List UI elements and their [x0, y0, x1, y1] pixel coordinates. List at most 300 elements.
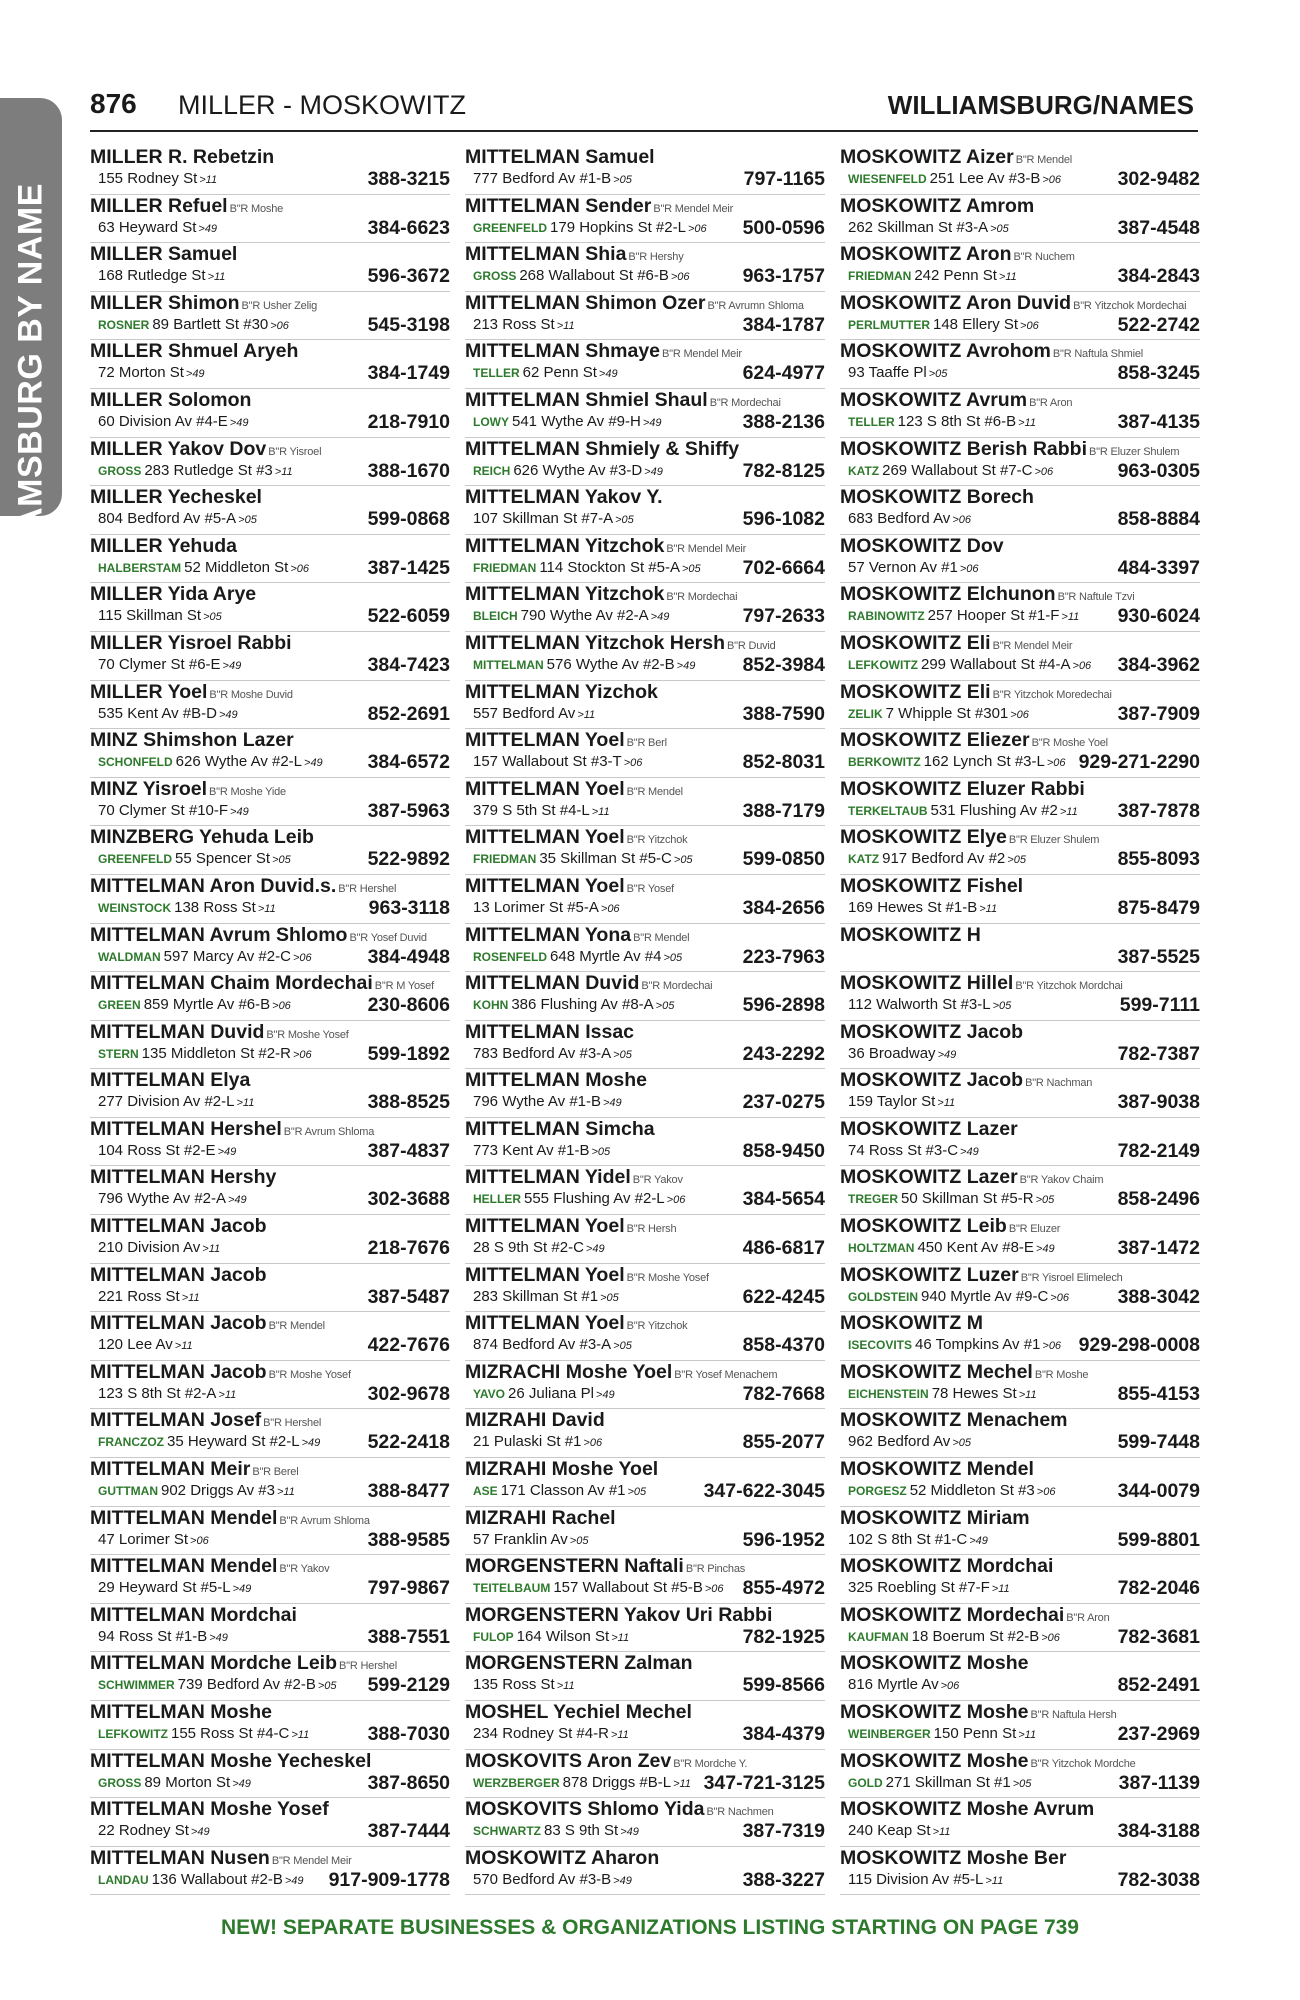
entry-address: 648 Myrtle Av #4 — [550, 947, 662, 965]
entry-household: FRIEDMAN — [848, 269, 912, 284]
listing-entry — [90, 875, 450, 924]
entry-address-line — [473, 218, 707, 239]
entry-name-line — [465, 972, 712, 997]
entry-relation: B"R Mendel — [268, 1320, 325, 1333]
entry-zip: >05 — [655, 1000, 675, 1013]
entry-address-line — [98, 1724, 309, 1745]
entry-address: 35 Skillman St #5-C — [539, 850, 672, 868]
entry-name: MOSKOWITZ Leib — [840, 1215, 1007, 1238]
entry-address-line — [848, 801, 1078, 822]
entry-address-line — [473, 412, 662, 433]
entry-address-line — [848, 509, 971, 530]
entry-zip: >11 — [1061, 611, 1080, 624]
entry-zip: >11 — [276, 1486, 295, 1499]
entry-phone: 384-2656 — [740, 897, 825, 919]
listing-entry — [90, 1750, 450, 1799]
entry-address-line — [98, 363, 205, 384]
entry-name-line — [465, 1507, 616, 1529]
entry-address: 242 Penn St — [914, 267, 997, 285]
entry-address-line — [473, 1724, 629, 1745]
entry-relation: B"R Eluzer Shulem — [1008, 834, 1100, 847]
entry-address-line — [98, 315, 289, 336]
entry-zip: >49 — [217, 1145, 237, 1158]
entry-phone: 624-4977 — [740, 362, 825, 384]
entry-address: 21 Pulaski St #1 — [473, 1433, 582, 1451]
listing-entry — [465, 632, 825, 681]
listing-entry — [840, 146, 1200, 195]
entry-phone: 599-2129 — [365, 1674, 450, 1696]
entry-name: MOSKOWITZ Mordechai — [840, 1603, 1065, 1626]
entry-zip: >05 — [615, 514, 634, 527]
entry-zip: >11 — [291, 1729, 310, 1741]
entry-zip: >06 — [270, 319, 289, 332]
entry-phone: 622-4245 — [740, 1286, 825, 1308]
entry-name-line — [465, 1409, 605, 1431]
entry-household: ZELIK — [848, 706, 883, 721]
entry-address: 213 Ross St — [473, 315, 555, 333]
entry-zip: >05 — [1007, 854, 1026, 867]
entry-address-line — [473, 1092, 622, 1113]
entry-phone: 384-2843 — [1115, 265, 1200, 287]
entry-phone: 387-1472 — [1115, 1237, 1200, 1259]
entry-zip: >49 — [198, 222, 218, 235]
entry-address-line — [98, 558, 309, 579]
entry-name: MITTELMAN Josef — [90, 1409, 262, 1432]
entry-zip: >05 — [627, 1486, 647, 1499]
entry-address: 138 Ross St — [174, 898, 256, 916]
entry-name-line — [90, 243, 237, 265]
entry-name-line — [840, 1604, 1110, 1629]
entry-phone: 500-0596 — [740, 217, 825, 239]
entry-address-line — [473, 461, 663, 482]
entry-address: 148 Ellery St — [933, 315, 1019, 333]
entry-phone: 387-7319 — [740, 1820, 825, 1842]
entry-relation: B"R Moshe Yosef — [626, 1271, 709, 1284]
entry-phone: 858-4370 — [740, 1334, 825, 1356]
entry-address: 535 Kent Av #B-D — [98, 704, 217, 722]
entry-zip: >11 — [556, 319, 575, 332]
entry-household: WIESENFELD — [848, 172, 927, 186]
entry-zip: >49 — [969, 1534, 988, 1547]
entry-name-line — [465, 243, 684, 268]
entry-phone: 797-1165 — [741, 168, 825, 190]
entry-phone: 223-7963 — [740, 946, 825, 968]
entry-phone: 388-7179 — [740, 800, 825, 822]
entry-address: 136 Wallabout #2-B — [151, 1870, 283, 1888]
entry-zip: >49 — [230, 805, 249, 818]
entry-address-line — [473, 1481, 646, 1502]
entry-zip: >05 — [317, 1680, 337, 1693]
entry-name: MITTELMAN Yoel — [465, 874, 625, 897]
entry-address-line — [98, 1189, 247, 1210]
entry-address-line — [473, 169, 632, 190]
entry-relation: B"R Moshe — [229, 202, 284, 215]
entry-name: MITTELMAN Jacob — [90, 1263, 267, 1286]
entry-zip: >05 — [203, 611, 222, 624]
entry-zip: >11 — [236, 1097, 255, 1110]
listing-entry — [840, 1458, 1200, 1507]
entry-address-line — [98, 169, 217, 190]
entry-phone: 422-7676 — [365, 1334, 450, 1356]
entry-address-line — [848, 1384, 1037, 1405]
entry-name-line — [90, 1604, 297, 1626]
entry-address: 283 Skillman St #1 — [473, 1287, 599, 1305]
entry-household: LEFKOWITZ — [98, 1727, 168, 1741]
entry-household: HELLER — [473, 1192, 521, 1207]
entry-address: 164 Wilson St — [516, 1627, 610, 1645]
entry-address: 531 Flushing Av #2 — [930, 801, 1058, 819]
entry-address-line — [848, 412, 1036, 433]
entry-name: MIZRAHI David — [465, 1409, 605, 1432]
entry-zip: >49 — [960, 1145, 979, 1158]
entry-household: GROSS — [473, 269, 517, 284]
entry-phone: 599-0850 — [740, 848, 825, 870]
entry-name: MITTELMAN Yoel — [465, 1263, 625, 1286]
entry-name-line — [840, 1798, 1094, 1820]
entry-household: ROSENFELD — [473, 949, 548, 964]
listing-entry — [90, 632, 450, 681]
entry-phone: 930-6024 — [1115, 605, 1200, 627]
entry-name-line — [840, 389, 1072, 414]
listing-entry — [465, 535, 825, 584]
entry-phone: 486-6817 — [740, 1237, 825, 1259]
entry-address: 157 Wallabout St #3-T — [473, 753, 622, 771]
entry-relation: B"R Mendel Meir — [662, 348, 742, 361]
entry-address-line — [848, 1773, 1031, 1794]
entry-zip: >06 — [292, 1048, 312, 1061]
entry-address: 576 Wythe Av #2-B — [546, 655, 675, 673]
entry-address: 859 Myrtle Av #6-B — [143, 996, 271, 1014]
entry-address: 878 Driggs #B-L — [562, 1773, 672, 1791]
entry-address: 35 Heyward St #2-L — [167, 1433, 300, 1451]
entry-zip: >49 — [232, 1583, 252, 1596]
section-name: WILLIAMSBURG/NAMES — [887, 90, 1194, 120]
entry-address-line — [848, 363, 947, 384]
entry-zip: >49 — [642, 416, 662, 429]
entry-zip: >05 — [569, 1534, 589, 1547]
entry-address-line — [848, 655, 1091, 676]
entry-address-line — [473, 849, 693, 870]
entry-relation: B"R Avrum Shloma — [283, 1125, 375, 1138]
listing-entry — [465, 1798, 825, 1847]
entry-address: 57 Vernon Av #1 — [848, 558, 958, 576]
entry-address: 325 Roebling St #7-F — [848, 1579, 990, 1597]
entry-name-line — [840, 195, 1034, 217]
entry-name: MINZ Shimshon Lazer — [90, 729, 294, 752]
listing-entry — [840, 438, 1200, 487]
entry-address-line — [98, 266, 225, 287]
entry-zip: >06 — [1072, 659, 1092, 672]
listing-entry — [90, 924, 450, 973]
entry-name-line — [465, 1701, 692, 1723]
entry-address: 60 Division Av #4-E — [98, 412, 228, 430]
entry-name-line — [840, 1701, 1117, 1726]
entry-name-line — [90, 1555, 329, 1580]
entry-address: 93 Taaffe Pl — [848, 364, 927, 382]
entry-name: MOSKOWITZ Luzer — [840, 1263, 1019, 1286]
entry-address-line — [473, 1384, 615, 1405]
entry-name-line — [90, 535, 237, 557]
entry-address-line — [473, 363, 618, 384]
entry-address-line — [473, 1675, 575, 1696]
entry-household: PERLMUTTER — [848, 317, 930, 332]
entry-zip: >06 — [600, 902, 620, 915]
entry-relation: B"R Yitzchok Mordchai — [1015, 980, 1123, 993]
entry-phone: 384-7423 — [365, 654, 450, 676]
listing-entry — [90, 1701, 450, 1750]
entry-address-line — [848, 266, 1017, 287]
listing-entry — [465, 292, 825, 341]
entry-relation: B"R Avrumn Shloma — [707, 299, 804, 312]
listing-entry — [90, 146, 450, 195]
page-header — [90, 86, 1198, 132]
entry-name-line — [465, 1458, 658, 1480]
entry-name-line — [465, 681, 658, 703]
entry-zip: >11 — [998, 271, 1017, 284]
entry-zip: >49 — [185, 368, 205, 381]
entry-name-line — [465, 1312, 687, 1337]
entry-name: MITTELMAN Yoel — [465, 777, 625, 800]
entry-household: HOLTZMAN — [848, 1241, 915, 1256]
entry-name-line — [90, 389, 251, 411]
entry-relation: B"R Yitzchok — [626, 1320, 688, 1333]
entry-phone: 388-1670 — [365, 460, 450, 482]
entry-phone: 782-7387 — [1115, 1043, 1200, 1065]
listing-entry — [465, 1215, 825, 1264]
entry-household: RABINOWITZ — [848, 609, 925, 624]
listing-entry — [465, 681, 825, 730]
entry-address: 555 Flushing Av #2-L — [524, 1190, 665, 1208]
listing-entry — [465, 1118, 825, 1167]
entry-name: MITTELMAN Shmaye — [465, 340, 661, 363]
entry-phone: 384-1787 — [740, 314, 825, 336]
entry-relation: B"R Yosef — [626, 882, 674, 895]
entry-phone: 855-4972 — [740, 1577, 825, 1599]
listing-entry — [465, 1555, 825, 1604]
entry-address: 804 Bedford Av #5-A — [98, 510, 237, 528]
entry-household: SCHWARTZ — [473, 1824, 541, 1839]
entry-name: MOSKOWITZ Moshe — [840, 1701, 1029, 1723]
entry-relation: B"R Moshe Duvid — [209, 688, 293, 701]
entry-name: MITTELMAN Mendel — [90, 1506, 278, 1529]
entry-address-line — [848, 1530, 988, 1551]
entry-address-line — [848, 558, 979, 579]
listing-entry — [840, 243, 1200, 292]
entry-household: MITTELMAN — [473, 657, 544, 672]
listing-entry — [465, 1701, 825, 1750]
entry-address: 22 Rodney St — [98, 1822, 189, 1840]
listing-entry — [840, 924, 1200, 973]
entry-name-line — [465, 146, 655, 168]
entry-household: WEINSTOCK — [98, 900, 172, 915]
entry-name-line — [840, 1312, 983, 1334]
entry-zip: >49 — [676, 659, 696, 672]
listing-entry — [465, 1312, 825, 1361]
entry-phone: 875-8479 — [1115, 897, 1200, 919]
entry-address-line — [848, 704, 1029, 725]
footer-notice: NEW! SEPARATE BUSINESSES & ORGANIZATIONS LISTING STARTING ON PAGE 739 — [221, 1916, 1079, 1939]
entry-address-line — [848, 1724, 1036, 1745]
entry-zip: >06 — [1036, 1486, 1056, 1499]
entry-name-line — [90, 1652, 397, 1677]
entry-address-line — [473, 655, 695, 676]
entry-relation: B"R Yosef Duvid — [349, 931, 427, 944]
entry-address-line — [848, 1627, 1060, 1648]
entry-address-line — [848, 218, 1009, 239]
entry-address-line — [848, 1335, 1061, 1356]
entry-address-line — [98, 1870, 304, 1891]
entry-phone: 387-5487 — [365, 1286, 450, 1308]
listing-entry — [840, 1507, 1200, 1556]
entry-household: GUTTMAN — [98, 1484, 158, 1499]
entry-name-line — [465, 729, 667, 754]
entry-zip: >06 — [1020, 319, 1039, 332]
entry-address-line — [473, 1189, 685, 1210]
entry-address-line — [98, 509, 257, 530]
page-number: 876 — [90, 88, 137, 119]
entry-phone: 782-3681 — [1115, 1626, 1200, 1648]
entry-address: 773 Kent Av #1-B — [473, 1141, 590, 1159]
entry-household: WERZBERGER — [473, 1775, 560, 1790]
entry-name-line — [840, 1166, 1103, 1191]
entry-address: 46 Tompkins Av #1 — [915, 1336, 1041, 1354]
entry-address: 107 Skillman St #7-A — [473, 510, 614, 528]
entry-phone: 782-8125 — [740, 460, 825, 482]
entry-zip: >06 — [1041, 1631, 1060, 1644]
entry-name: MILLER Samuel — [90, 243, 238, 266]
entry-address: 155 Ross St #4-C — [170, 1725, 290, 1742]
entry-phone: 384-4379 — [740, 1723, 825, 1745]
listing-entry — [465, 972, 825, 1021]
listing-entry — [465, 583, 825, 632]
entry-name-line — [465, 438, 739, 460]
entry-phone: 596-1952 — [740, 1529, 825, 1551]
listing-entry — [465, 826, 825, 875]
entry-phone: 387-4548 — [1115, 217, 1200, 239]
listing-entry — [840, 389, 1200, 438]
listing-entry — [90, 826, 450, 875]
entry-address-line — [848, 849, 1026, 870]
entry-relation: B"R Mendel — [633, 931, 690, 944]
entry-zip: >11 — [181, 1291, 200, 1304]
entry-zip: >49 — [644, 465, 663, 478]
entry-zip: >06 — [1010, 708, 1029, 721]
entry-phone: 852-8031 — [740, 751, 825, 773]
entry-address: 52 Middleton St #3 — [909, 1482, 1035, 1500]
entry-zip: >06 — [583, 1437, 603, 1450]
entry-name-line — [840, 1652, 1029, 1674]
entry-phone: 388-3227 — [740, 1869, 825, 1891]
entry-name: MITTELMAN Jacob — [90, 1360, 267, 1383]
entry-phone: 599-8566 — [740, 1674, 825, 1696]
entry-household: LEFKOWITZ — [848, 657, 918, 672]
entry-address-line — [98, 1481, 295, 1502]
entry-address-line — [98, 801, 249, 822]
listing-entry — [465, 1847, 825, 1896]
side-tab — [0, 98, 62, 627]
entry-address: 36 Broadway — [848, 1044, 936, 1062]
entry-name: MOSKOWITZ Moshe Avrum — [840, 1798, 1095, 1821]
entry-address: 120 Lee Av — [98, 1336, 173, 1354]
entry-address-line — [98, 1432, 320, 1453]
entry-phone: 596-3672 — [365, 265, 450, 287]
entry-household: ISECOVITS — [848, 1338, 913, 1353]
entry-name-line — [465, 1798, 774, 1823]
entry-address: 50 Skillman St #5-R — [901, 1190, 1034, 1208]
entry-zip: >11 — [1018, 1729, 1037, 1741]
entry-name-line — [90, 875, 396, 900]
entry-phone: 387-4837 — [365, 1140, 450, 1162]
entry-zip: >06 — [1046, 757, 1066, 770]
listing-entry — [465, 1361, 825, 1410]
entry-name: MOSKOWITZ Fishel — [840, 874, 1024, 897]
entry-name: MOSKOWITZ Jacob — [840, 1069, 1024, 1092]
entry-name-line — [90, 778, 286, 803]
entry-name-line — [840, 1069, 1092, 1094]
entry-address: 115 Division Av #5-L — [848, 1870, 984, 1888]
entry-address-line — [848, 1675, 959, 1696]
entry-name-line — [840, 1361, 1088, 1386]
entry-address-line — [473, 1870, 632, 1891]
entry-zip: >49 — [222, 659, 242, 672]
entry-name: MITTELMAN Yitzchok — [465, 583, 665, 606]
entry-phone: 702-6664 — [740, 557, 825, 579]
listing-entry — [840, 1312, 1200, 1361]
entry-household: GOLD — [848, 1775, 883, 1790]
entry-zip: >05 — [1035, 1194, 1055, 1207]
entry-address: 277 Division Av #2-L — [98, 1093, 235, 1111]
listing-entry — [90, 243, 450, 292]
entry-address: 557 Bedford Av — [473, 704, 576, 722]
entry-zip: >05 — [990, 222, 1009, 235]
entry-name: MITTELMAN Yona — [465, 923, 632, 946]
entry-address-line — [98, 1530, 209, 1551]
entry-phone: 388-2136 — [740, 411, 825, 433]
entry-household: ASE — [473, 1484, 498, 1499]
entry-name-line — [465, 486, 663, 508]
entry-address-line — [98, 1773, 251, 1794]
entry-name-line — [840, 826, 1099, 851]
entry-name: MITTELMAN Moshe Yecheskel — [90, 1749, 372, 1772]
entry-name: MILLER Shimon — [90, 291, 240, 314]
entry-zip: >05 — [673, 854, 693, 867]
entry-address: 269 Wallabout St #7-C — [882, 461, 1033, 479]
entry-name: MOSKOWITZ Moshe Ber — [840, 1846, 1067, 1869]
listing-entry — [465, 778, 825, 827]
entry-name-line — [465, 826, 687, 851]
entry-address: 902 Driggs Av #3 — [161, 1482, 275, 1500]
entry-name: MILLER Yoel — [90, 680, 208, 703]
entry-zip: >11 — [174, 1340, 193, 1353]
entry-address: 783 Bedford Av #3-A — [473, 1044, 612, 1062]
entry-name-line — [465, 924, 689, 949]
entry-address-line — [473, 1530, 588, 1551]
entry-phone: 599-7111 — [1117, 994, 1200, 1016]
entry-name: MITTELMAN Avrum Shlomo — [90, 923, 348, 946]
entry-address: 115 Skillman St — [98, 607, 202, 625]
entry-name: MILLER Yecheskel — [90, 486, 262, 509]
entry-address-line — [98, 461, 293, 482]
listing-column-2 — [465, 146, 825, 1895]
entry-address-line — [98, 218, 217, 239]
entry-relation: B"R Yitzchok Mordechai — [1073, 299, 1187, 312]
entry-name: MOSKOWITZ Amrom — [840, 194, 1035, 217]
entry-relation: B"R Berel — [252, 1466, 299, 1479]
entry-name-line — [465, 1361, 777, 1386]
entry-name-line — [90, 1798, 329, 1820]
entry-name: MITTELMAN Moshe — [465, 1069, 647, 1092]
entry-phone: 388-8477 — [365, 1480, 450, 1502]
